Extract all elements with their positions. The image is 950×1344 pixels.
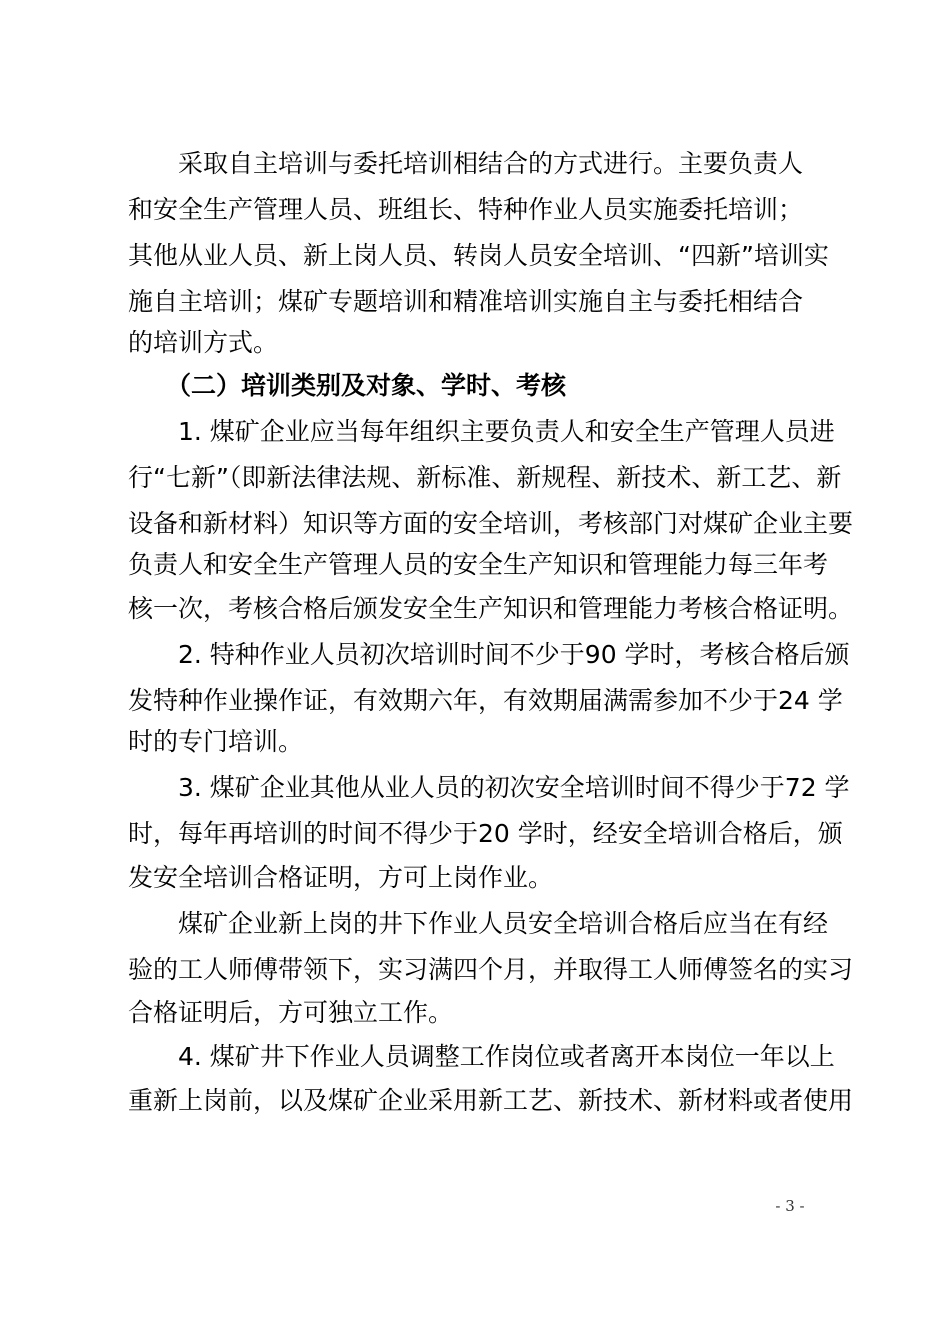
paragraph-line: 3. 煤矿企业其他从业人员的初次安全培训时间不得少于72 学 [178, 773, 850, 802]
section-heading: （二）培训类别及对象、学时、考核 [166, 371, 567, 400]
paragraph-line: 采取自主培训与委托培训相结合的方式进行。主要负责人 [178, 149, 804, 178]
paragraph-line: 2. 特种作业人员初次培训时间不少于90 学时，考核合格后颁 [178, 640, 850, 669]
paragraph-line: 施自主培训；煤矿专题培训和精准培训实施自主与委托相结合 [128, 287, 804, 316]
page-number: - 3 - [775, 1197, 805, 1215]
paragraph-line: 发特种作业操作证，有效期六年，有效期届满需参加不少于24 学 [128, 686, 843, 715]
paragraph-line: 的培训方式。 [128, 328, 279, 357]
paragraph-line: 验的工人师傅带领下，实习满四个月，并取得工人师傅签名的实习 [128, 955, 854, 984]
paragraph-line: 合格证明后，方可独立工作。 [128, 998, 454, 1027]
paragraph-line: 重新上岗前，以及煤矿企业采用新工艺、新技术、新材料或者使用 [128, 1086, 854, 1115]
paragraph-line: 和安全生产管理人员、班组长、特种作业人员实施委托培训； [128, 195, 804, 224]
paragraph-line: 设备和新材料）知识等方面的安全培训，考核部门对煤矿企业主要 [128, 509, 854, 538]
paragraph-line: 核一次，考核合格后颁发安全生产知识和管理能力考核合格证明。 [128, 594, 854, 623]
paragraph-line: 时，每年再培训的时间不得少于20 学时，经安全培训合格后，颁 [128, 819, 843, 848]
paragraph-line: 负责人和安全生产管理人员的安全生产知识和管理能力每三年考 [128, 550, 829, 579]
paragraph-line: 4. 煤矿井下作业人员调整工作岗位或者离开本岗位一年以上 [178, 1042, 835, 1071]
paragraph-line: 时的专门培训。 [128, 727, 304, 756]
paragraph-line: 行“七新”（即新法律法规、新标准、新规程、新技术、新工艺、新 [128, 463, 842, 492]
paragraph-line: 其他从业人员、新上岗人员、转岗人员安全培训、“四新”培训实 [128, 241, 829, 270]
paragraph-line: 煤矿企业新上岗的井下作业人员安全培训合格后应当在有经 [178, 909, 829, 938]
paragraph-line: 1. 煤矿企业应当每年组织主要负责人和安全生产管理人员进 [178, 417, 835, 446]
paragraph-line: 发安全培训合格证明，方可上岗作业。 [128, 863, 554, 892]
